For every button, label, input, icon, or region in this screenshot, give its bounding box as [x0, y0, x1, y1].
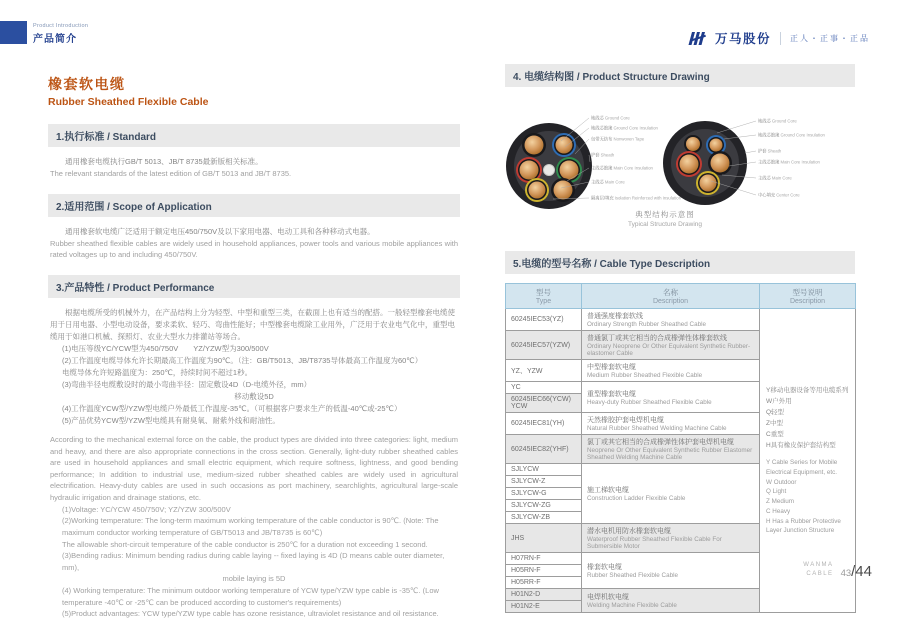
- page-title-zh: 橡套软电缆: [48, 76, 126, 92]
- structure-label: 主线芯绝缘Main Core Insulation: [591, 165, 653, 171]
- page-number-current: 43: [840, 568, 852, 579]
- eyebrow-en: Product Introduction: [33, 23, 89, 29]
- legend-zh-block: [766, 385, 849, 451]
- structure-label: 地线芯绝缘Ground Core Insulation: [591, 125, 658, 131]
- text-line: (4)工作温度YCW型/YZW型电缆户外最低工作温度-35℃。（可根据客户要求生产的低温-40℃或-25℃）: [62, 403, 402, 413]
- cable-name-zh: 重型橡套软电缆: [587, 390, 636, 398]
- cable-type-cell: 60245IEC66(YCW) YCW: [506, 394, 582, 413]
- structure-label: 地线芯绝缘Ground Core Insulation: [758, 132, 825, 138]
- cable-type-cell: SJLYCW-ZG: [506, 500, 582, 512]
- cable-name-en: Heavy-duty Rubber Sheathed Flexible Cable: [587, 398, 712, 406]
- page-footer: [803, 561, 872, 580]
- legend-line: Y移动电器设备等用电缆系列: [766, 386, 849, 394]
- cable-type-cell: 60245IEC57(YZW): [506, 331, 582, 360]
- cable-name-en: Welding Machine Flexible Cable: [587, 602, 677, 609]
- brand-name: 万马股份: [714, 32, 771, 46]
- cable-type-cell: YZ、YZW: [506, 360, 582, 382]
- left-column: [48, 74, 460, 620]
- cable-name-zh: 普通氯丁或其它相当的合成橡弹性体橡套软线: [587, 335, 727, 342]
- legend-line: Z中型: [766, 420, 783, 427]
- structure-label: 地线芯Ground Core: [591, 115, 630, 121]
- brand-header: [686, 29, 870, 47]
- col-header-name-zh: 名称: [663, 288, 678, 297]
- text-line: (1)Voltage: YC/YCW 450/750V; YZ/YZW 300/500V: [62, 504, 231, 514]
- standard-zh-text: 通用橡套电缆执行GB/T 5013、JB/T 8735最新版相关标准。: [65, 157, 263, 166]
- performance-en-items: [50, 504, 458, 620]
- cable-name-cell: [582, 382, 760, 413]
- cable-name-zh: 中型橡套软电缆: [587, 364, 636, 371]
- right-column: [505, 64, 855, 613]
- text-line: (5)Product advantages: YCW type/YZW type cable has ozone resistance, ultraviolet resistance and oil resistance.: [62, 609, 439, 619]
- drawing-caption-en: Typical Structure Drawing: [627, 221, 703, 228]
- footer-brand-line1: WANMA: [803, 562, 834, 569]
- section-heading-standard: 1.执行标准 / Standard: [48, 124, 460, 147]
- legend-line: Q轻型: [766, 408, 785, 416]
- cable-type-cell: SJLYCW-ZB: [506, 512, 582, 524]
- legend-line: C重型: [766, 431, 784, 439]
- legend-line: Y Cable Series for Mobile Electrical Equipment, etc.: [766, 459, 838, 476]
- section-heading-performance: 3.产品特性 / Product Performance: [48, 275, 460, 298]
- section-heading-types: 5.电缆的型号名称 / Cable Type Description: [505, 251, 855, 274]
- legend-line: C Heavy: [766, 507, 791, 515]
- text-line: The allowable short-circuit temperature of the cable conductor is 250℃ for a duration not exceeding 1 second.: [62, 539, 428, 549]
- col-header-desc-en: Description: [789, 298, 825, 305]
- text-line: (1)电压等级YC/YCW型为450/750V YZ/YZW型为300/500V: [62, 343, 269, 353]
- cable-name-cell: [582, 413, 760, 435]
- cable-name-zh: 潜水电机用防水橡套软电缆: [587, 528, 671, 535]
- structure-label: 主线芯绝缘Main Core Insulation: [758, 159, 820, 165]
- cable-name-cell: [582, 464, 760, 524]
- scope-zh-text: 通用橡套软电缆广泛适用于额定电压450/750V及以下家用电器、电动工具和各种移动式电器。: [65, 226, 375, 236]
- col-header-type-zh: 型号: [536, 288, 551, 297]
- legend-line: Q Light: [766, 488, 787, 496]
- corner-accent-square: [0, 21, 27, 44]
- text-line: 移动敷设5D: [234, 391, 274, 401]
- cable-name-en: Medium Rubber Sheathed Flexible Cable: [587, 372, 703, 379]
- legend-line: H Has a Rubber Protective Layer Junction Structure: [766, 517, 841, 535]
- cable-cross-section-right: [663, 121, 747, 205]
- col-header-type: [506, 284, 582, 309]
- text-line: (3)Bending radius: Minimum bending radius during cable laying -- fixed laying is 4D (D means cable outer diameter, mm),: [62, 551, 445, 572]
- brand-divider: [780, 32, 781, 45]
- cable-type-cell: H07RN-F: [506, 553, 582, 565]
- cable-type-cell: 60245IEC81(YH): [506, 413, 582, 435]
- structure-label: 地线芯Ground Core: [758, 118, 797, 124]
- cable-name-zh: 氯丁或其它相当的合成橡弹性体护套电焊机电缆: [587, 439, 734, 446]
- cable-type-cell: JHS: [506, 524, 582, 553]
- text-line: (2)工作温度电缆导体允许长期最高工作温度为90℃。（注：GB/T5013、JB/T8735导体最高工作温度为60℃）: [62, 355, 423, 365]
- cable-name-cell: [582, 589, 760, 613]
- col-header-desc: [760, 284, 856, 309]
- cable-type-cell: SJLYCW-G: [506, 488, 582, 500]
- cable-name-en: Neoprene Or Other Equivalent Synthetic Rubber Elastomer Sheathed Welding Machine Cable: [587, 447, 753, 461]
- cable-name-en: Natural Rubber Sheathed Welding Machine Cable: [587, 425, 727, 432]
- cable-type-cell: SJLYCW: [506, 464, 582, 476]
- structure-label: 隔离层/填充Isolation Reinforced with Insulation: [591, 195, 682, 201]
- structure-label: 主线芯Main Core: [591, 179, 625, 185]
- cable-type-cell: SJLYCW-Z: [506, 476, 582, 488]
- footer-brand-line2: CABLE: [806, 570, 834, 577]
- legend-line: W Outdoor: [766, 478, 797, 486]
- brand-slogan: 正人・正事・正品: [790, 33, 870, 43]
- section-heading-scope: 2.适用范围 / Scope of Application: [48, 194, 460, 217]
- cable-type-cell: H01N2-E: [506, 601, 582, 613]
- cable-type-cell: 60245IEC82(YHF): [506, 435, 582, 464]
- standard-en-text: The relevant standards of the latest edition of GB/T 5013 and JB/T 8735.: [50, 169, 292, 178]
- footer-brand: [803, 561, 833, 578]
- table-row: [506, 309, 856, 331]
- col-header-name-en: Description: [652, 298, 688, 305]
- table-header-row: [506, 284, 856, 309]
- cable-name-en: Waterproof Rubber Sheathed Flexible Cable For Submersible Motor: [587, 536, 722, 550]
- cable-type-cell: H05RN-F: [506, 565, 582, 577]
- structure-label: 主线芯Main Core: [758, 175, 792, 181]
- cable-name-en: Construction Ladder Flexible Cable: [587, 495, 686, 502]
- cable-name-en: Ordinary Neoprene Or Other Equivalent Synthetic Rubber-elastomer Cable: [587, 343, 751, 357]
- cable-name-en: Rubber Sheathed Flexible Cable: [587, 572, 679, 579]
- page-title-en: Rubber Sheathed Flexible Cable: [48, 96, 209, 108]
- structure-drawing-area: [505, 91, 855, 237]
- page-eyebrow: [33, 23, 88, 45]
- cable-name-cell: [582, 435, 760, 464]
- cable-name-cell: [582, 331, 760, 360]
- cable-name-cell: [582, 553, 760, 589]
- performance-zh-paragraph: 根据电缆所受的机械外力，在产品结构上分为轻型、中型和重型三类，在截面上也有适当的配搭。一般轻型橡套电缆使用于日用电器、小型电动设备，要求柔软、轻巧、弯曲性能好；中型橡套电缆除工业用外，广泛用于农业电气化中，重型电缆用于如港口机械、探照灯、农业大型水力排灌站等场合。: [50, 307, 455, 341]
- structure-label: 包带无纺布Nonwoven Tape: [591, 136, 645, 142]
- eyebrow-zh: 产品简介: [33, 34, 77, 45]
- cable-type-cell: 60245IEC53(YZ): [506, 309, 582, 331]
- page-number-total: /44: [851, 563, 872, 580]
- structure-label: 护套Sheath: [758, 148, 782, 154]
- cable-type-cell: YC: [506, 382, 582, 394]
- text-line: (4) Working temperature: The minimum outdoor working temperature of YCW type/YZW type cable is -35℃. (Low temperature -40℃ or -25℃ can be produced according to customer's requirements): [62, 586, 439, 607]
- cable-name-zh: 电焊机软电缆: [587, 594, 629, 601]
- cable-type-cell: H01N2-D: [506, 589, 582, 601]
- text-line: 电缆导体允许短路温度为：250℃，持续时间不超过1秒。: [62, 367, 253, 377]
- cable-name-cell: [582, 524, 760, 553]
- performance-zh-items: [50, 343, 458, 427]
- drawing-caption-zh: 典型结构示意图: [635, 210, 695, 219]
- legend-line: W户外用: [766, 397, 792, 405]
- text-line: (2)Working temperature: The long-term maximum working temperature of the cable conductor is 90℃. (Note: The maximum conductor working temperature of GB/T5013 and JB/T8735 is 60℃): [62, 516, 439, 537]
- cable-name-en: Ordinary Strength Rubber Sheathed Cable: [587, 321, 707, 328]
- cable-type-cell: H05RR-F: [506, 577, 582, 589]
- col-header-type-en: Type: [535, 298, 552, 305]
- performance-en-paragraph: According to the mechanical external force on the cable, the product types are divided into three categories: light, medium and heavy, and there are also appropriate connections in the cross section. Generally, light-duty rubber sheathed cables are used in household appliances and small electric equipment, which require softness, lightness, and good bending performance; In addition to industrial use, medium-sized rubber sheathed cables are widely used in agricultural electrification. Heavy-duty cables are used in such occasions as port machinery, searchlights, agricultural large-scale hydraulic irrigation and drainage stations, etc.: [50, 434, 458, 502]
- text-line: (3)弯曲半径电缆敷设时的最小弯曲半径：固定敷设4D（D-电缆外径，mm）: [62, 379, 312, 389]
- cable-name-zh: 普通强度橡套软线: [587, 313, 643, 320]
- col-header-desc-zh: 型号说明: [792, 288, 823, 297]
- section-heading-structure: 4. 电缆结构图 / Product Structure Drawing: [505, 64, 855, 87]
- structure-label: 护套Sheath: [591, 152, 615, 158]
- cable-name-zh: 天然橡胶护套电焊机电缆: [587, 417, 664, 424]
- cable-name-cell: [582, 309, 760, 331]
- text-line: mobile laying is 5D: [222, 574, 286, 584]
- page-number: [841, 563, 872, 580]
- col-header-name: [582, 284, 760, 309]
- drawing-caption: [565, 209, 765, 228]
- cable-name-zh: 橡套软电缆: [587, 564, 622, 571]
- wanma-logo-icon: [686, 31, 710, 46]
- scope-en-text: Rubber sheathed flexible cables are widely used in household appliances, power tools and various mobile appliances with rated voltages up to and including 450/750V.: [50, 238, 458, 260]
- text-line: (5)产品优势YCW型/YZW型电缆具有耐臭氧、耐紫外线和耐油性。: [62, 415, 280, 425]
- legend-line: Z Medium: [766, 498, 794, 506]
- legend-line: H具有橡皮保护套结构型: [766, 442, 836, 450]
- legend-en-block: [766, 458, 849, 536]
- cable-name-zh: 施工梯软电缆: [587, 487, 629, 494]
- structure-label: 中心填充Center Core: [758, 192, 800, 198]
- cable-name-cell: [582, 360, 760, 382]
